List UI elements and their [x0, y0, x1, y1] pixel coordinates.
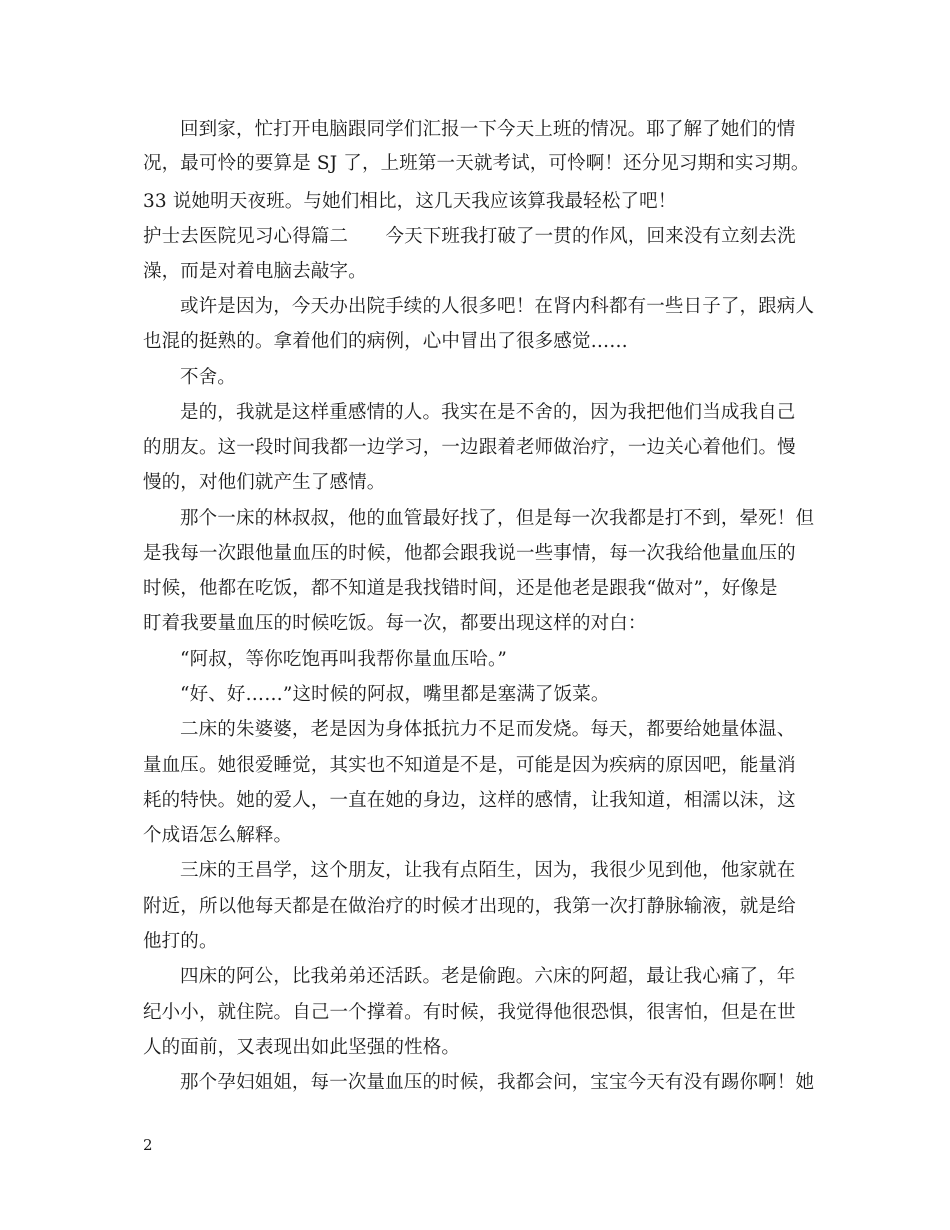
text-line: 回到家，忙打开电脑跟同学们汇报一下今天上班的情况。耶了解了她们的情 [180, 119, 796, 140]
page-number: 2 [143, 1136, 153, 1154]
text-line: 也混的挺熟的。拿着他们的病例，心中冒出了很多感觉…… [143, 331, 628, 352]
text-line: 不舍。 [180, 367, 236, 388]
text-line: “阿叔，等你吃饱再叫我帮你量血压哈。” [180, 649, 508, 670]
text-line: 是我每一次跟他量血压的时候，他都会跟我说一些事情，每一次我给他量血压的 [143, 543, 796, 564]
text-line: 附近，所以他每天都是在做治疗的时候才出现的，我第一次打静脉输液，就是给 [143, 896, 796, 917]
text-line: 纪小小，就住院。自己一个撑着。有时候，我觉得他很恐惧，很害怕，但是在世 [143, 1002, 796, 1023]
text-line: 时候，他都在吃饭，都不知道是我找错时间，还是他老是跟我“做对”，好像是 [143, 578, 778, 599]
text-line: 慢的，对他们就产生了感情。 [143, 472, 386, 493]
text-line: “好、好……”这时候的阿叔，嘴里都是塞满了饭菜。 [180, 684, 610, 705]
text-line: 那个孕妇姐姐，每一次量血压的时候，我都会问，宝宝今天有没有踢你啊！她 [180, 1072, 815, 1093]
text-line: 耗的特快。她的爱人，一直在她的身边，这样的感情，让我知道，相濡以沫，这 [143, 790, 796, 811]
text-line: 盯着我要量血压的时候吃饭。每一次，都要出现这样的对白： [143, 613, 647, 634]
text-line: 四床的阿公，比我弟弟还活跃。老是偷跑。六床的阿超，最让我心痛了，年 [180, 966, 796, 987]
section-heading-line: 护士去医院见习心得篇二 今天下班我打破了一贯的作风，回来没有立刻去洗 [143, 226, 796, 247]
text-line: 个成语怎么解释。 [143, 825, 293, 846]
text-line: 那个一床的林叔叔，他的血管最好找了，但是每一次我都是打不到，晕死！但 [180, 508, 815, 529]
text-line: 量血压。她很爱睡觉，其实也不知道是不是，可能是因为疾病的原因吧，能量消 [143, 755, 796, 776]
text-line: 他打的。 [143, 931, 218, 952]
text-line: 33 说她明天夜班。与她们相比，这几天我应该算我最轻松了吧！ [143, 191, 677, 212]
text-line: 二床的朱婆婆，老是因为身体抵抗力不足而发烧。每天，都要给她量体温、 [180, 719, 796, 740]
text-line: 是的，我就是这样重感情的人。我实在是不舍的，因为我把他们当成我自己 [180, 402, 796, 423]
text-line: 澡，而是对着电脑去敲字。 [143, 261, 367, 282]
text-line: 或许是因为，今天办出院手续的人很多吧！在肾内科都有一些日子了，跟病人 [180, 296, 815, 317]
text-line: 况，最可怜的要算是 SJ 了，上班第一天就考试，可怜啊！还分见习期和实习期。 [143, 153, 810, 174]
text-line: 三床的王昌学，这个朋友，让我有点陌生，因为，我很少见到他，他家就在 [180, 860, 796, 881]
text-line: 的朋友。这一段时间我都一边学习，一边跟着老师做治疗，一边关心着他们。慢 [143, 437, 796, 458]
text-line: 人的面前，又表现出如此坚强的性格。 [143, 1037, 461, 1058]
